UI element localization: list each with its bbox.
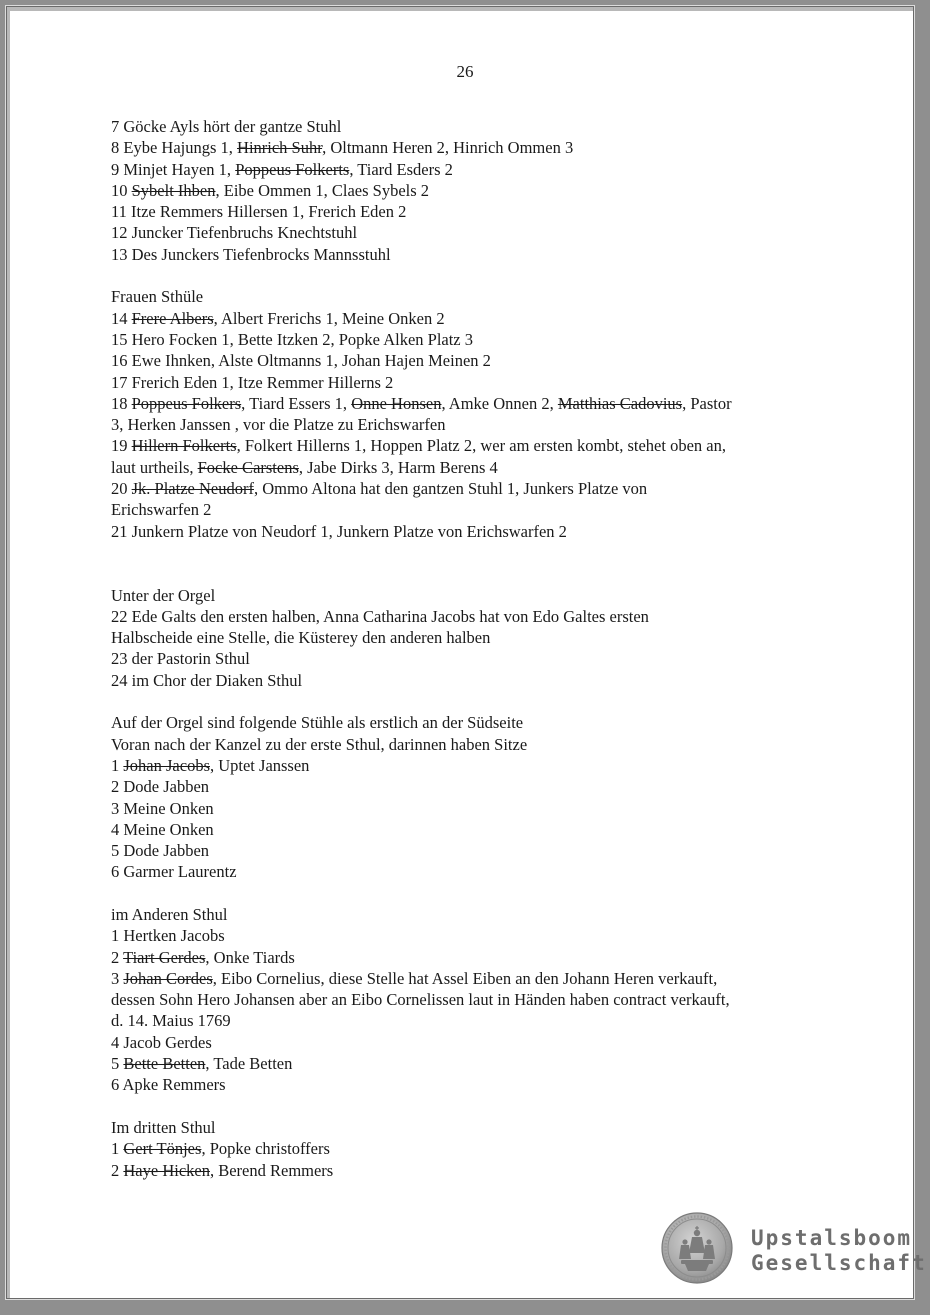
- text-segment: 5: [111, 1054, 124, 1074]
- text-segment: 1: [111, 755, 124, 775]
- struck-name: Bette Betten: [123, 1054, 206, 1074]
- text-line: [111, 1117, 831, 1138]
- text-segment: , Uptet Janssen: [209, 755, 310, 775]
- text-line: [111, 137, 831, 158]
- text-segment: , Eibe Ommen 1, Claes Sybels 2: [215, 180, 430, 200]
- text-line: [111, 201, 831, 222]
- text-line: [111, 989, 831, 1010]
- page-number: 26: [456, 62, 474, 81]
- text-segment: dessen Sohn Hero Johansen aber an Eibo Cornelissen laut in Händen haben contract verkauft,: [111, 990, 730, 1010]
- text-segment: 15 Hero Focken 1, Bette Itzken 2, Popke Alken Platz 3: [111, 329, 474, 349]
- text-segment: 24 im Chor der Diaken Sthul: [111, 670, 303, 690]
- struck-name: Jk. Platze Neudorf: [131, 479, 254, 499]
- text-segment: 10: [111, 180, 132, 200]
- text-line: [111, 585, 831, 606]
- document-body: [111, 116, 831, 1181]
- text-line: [111, 1160, 831, 1181]
- text-segment: 8 Eybe Hajungs 1,: [111, 138, 238, 158]
- text-line: [111, 180, 831, 201]
- society-logo: [658, 1208, 927, 1284]
- text-segment: 4 Meine Onken: [111, 819, 214, 839]
- text-segment: , Jabe Dirks 3, Harm Berens 4: [298, 457, 498, 477]
- text-segment: , Albert Frerichs 1, Meine Onken 2: [213, 308, 445, 328]
- logo-wordmark: [751, 1226, 927, 1276]
- text-segment: 11 Itze Remmers Hillersen 1, Frerich Eden 2: [111, 202, 407, 222]
- text-line: [111, 435, 831, 456]
- text-line: [111, 116, 831, 137]
- text-segment: 3 Meine Onken: [111, 798, 214, 818]
- text-segment: 7 Göcke Ayls hört der gantze Stuhl: [111, 117, 342, 136]
- text-segment: 20: [111, 479, 132, 499]
- text-segment: , Popke christoffers: [201, 1139, 330, 1159]
- text-segment: Halbscheide eine Stelle, die Küsterey den anderen halben: [111, 628, 491, 648]
- text-line: [111, 904, 831, 925]
- blank-line: [111, 883, 831, 904]
- struck-name: Poppeus Folkerts: [235, 159, 350, 179]
- text-segment: 2 Dode Jabben: [111, 777, 210, 797]
- text-line: [111, 1010, 831, 1031]
- text-line: [111, 521, 831, 542]
- text-segment: d. 14. Maius 1769: [111, 1011, 231, 1031]
- logo-line-2: Gesellschaft: [751, 1251, 927, 1275]
- text-segment: 2: [111, 1160, 124, 1180]
- blank-line: [111, 542, 831, 585]
- text-segment: im Anderen Sthul: [111, 904, 228, 924]
- struck-name: Johan Cordes: [123, 968, 213, 988]
- text-segment: , Berend Remmers: [209, 1160, 334, 1180]
- struck-name: Frere Albers: [131, 308, 214, 328]
- text-line: [111, 499, 831, 520]
- text-segment: , Tiard Esders 2: [349, 159, 453, 179]
- text-line: [111, 755, 831, 776]
- text-segment: , Folkert Hillerns 1, Hoppen Platz 2, wer am ersten kombt, stehet oben an,: [236, 436, 726, 456]
- struck-name: Poppeus Folkers: [131, 393, 242, 413]
- text-segment: 1 Hertken Jacobs: [111, 926, 225, 946]
- text-segment: 9 Minjet Hayen 1,: [111, 159, 236, 179]
- text-segment: Frauen Sthüle: [111, 287, 204, 307]
- text-segment: 21 Junkern Platze von Neudorf 1, Junkern Platze von Erichswarfen 2: [111, 521, 567, 541]
- text-segment: 4 Jacob Gerdes: [111, 1032, 212, 1052]
- text-line: [111, 1074, 831, 1095]
- text-line: [111, 776, 831, 797]
- text-segment: , Oltmann Heren 2, Hinrich Ommen 3: [322, 138, 574, 158]
- text-line: [111, 372, 831, 393]
- text-segment: 13 Des Junckers Tiefenbrocks Mannsstuhl: [111, 244, 391, 264]
- text-segment: Im dritten Sthul: [111, 1117, 216, 1137]
- struck-name: Matthias Cadovius: [557, 393, 683, 413]
- text-line: [111, 1138, 831, 1159]
- text-line: [111, 840, 831, 861]
- text-line: [111, 734, 831, 755]
- struck-name: Haye Hicken: [123, 1160, 210, 1180]
- text-line: [111, 308, 831, 329]
- text-line: [111, 222, 831, 243]
- text-line: [111, 159, 831, 180]
- text-line: [111, 968, 831, 989]
- text-line: [111, 393, 831, 414]
- text-line: [111, 712, 831, 733]
- text-line: [111, 1053, 831, 1074]
- blank-line: [111, 691, 831, 712]
- text-segment: Auf der Orgel sind folgende Stühle als erstlich an der Südseite: [111, 713, 524, 733]
- text-line: [111, 627, 831, 648]
- blank-line: [111, 1096, 831, 1117]
- text-segment: Erichswarfen 2: [111, 500, 212, 520]
- text-segment: , Eibo Cornelius, diese Stelle hat Assel Eiben an den Johann Heren verkauft,: [212, 968, 718, 988]
- text-segment: , Ommo Altona hat den gantzen Stuhl 1, Junkers Platze von: [253, 479, 648, 499]
- text-segment: 17 Frerich Eden 1, Itze Remmer Hillerns 2: [111, 372, 394, 392]
- text-line: [111, 925, 831, 946]
- struck-name: Gert Tönjes: [123, 1139, 202, 1159]
- text-line: [111, 648, 831, 669]
- text-segment: 3: [111, 968, 124, 988]
- text-segment: 23 der Pastorin Sthul: [111, 649, 250, 669]
- text-segment: 18: [111, 393, 132, 413]
- text-line: [111, 244, 831, 265]
- text-segment: 1: [111, 1139, 124, 1159]
- text-line: [111, 819, 831, 840]
- text-line: [111, 861, 831, 882]
- text-segment: , Onke Tiards: [205, 947, 295, 967]
- text-line: [111, 947, 831, 968]
- text-segment: 6 Apke Remmers: [111, 1075, 226, 1095]
- text-segment: 2: [111, 947, 124, 967]
- text-segment: , Tiard Essers 1,: [241, 393, 352, 413]
- text-segment: , Tade Betten: [205, 1054, 293, 1074]
- text-line: [111, 329, 831, 350]
- logo-line-1: Upstalsboom: [751, 1226, 913, 1250]
- text-segment: Voran nach der Kanzel zu der erste Sthul, darinnen haben Sitze: [111, 734, 528, 754]
- struck-name: Onne Honsen: [351, 393, 442, 413]
- upstalsboom-seal-icon: [661, 1212, 733, 1284]
- text-segment: 6 Garmer Laurentz: [111, 862, 237, 882]
- text-line: [111, 606, 831, 627]
- text-segment: laut urtheils,: [111, 457, 198, 477]
- text-segment: 16 Ewe Ihnken, Alste Oltmanns 1, Johan Hajen Meinen 2: [111, 351, 491, 371]
- text-line: [111, 1032, 831, 1053]
- struck-name: Hillern Folkerts: [131, 436, 237, 456]
- text-segment: , Amke Onnen 2,: [441, 393, 558, 413]
- text-line: [111, 350, 831, 371]
- text-segment: 3, Herken Janssen , vor die Platze zu Erichswarfen: [111, 415, 446, 435]
- text-line: [111, 670, 831, 691]
- text-segment: 5 Dode Jabben: [111, 841, 210, 861]
- struck-name: Johan Jacobs: [123, 755, 210, 775]
- struck-name: Tiart Gerdes: [123, 947, 206, 967]
- text-line: [111, 457, 831, 478]
- text-segment: , Pastor: [682, 393, 732, 413]
- text-segment: Unter der Orgel: [111, 585, 216, 605]
- text-segment: 22 Ede Galts den ersten halben, Anna Catharina Jacobs hat von Edo Galtes ersten: [111, 606, 649, 626]
- struck-name: Sybelt Ihben: [131, 180, 216, 200]
- text-line: [111, 798, 831, 819]
- text-segment: 14: [111, 308, 132, 328]
- text-line: [111, 286, 831, 307]
- struck-name: Focke Carstens: [197, 457, 299, 477]
- text-segment: 12 Juncker Tiefenbruchs Knechtstuhl: [111, 223, 358, 243]
- blank-line: [111, 265, 831, 286]
- struck-name: Hinrich Suhr: [237, 138, 323, 158]
- text-line: [111, 414, 831, 435]
- text-segment: 19: [111, 436, 132, 456]
- text-line: [111, 478, 831, 499]
